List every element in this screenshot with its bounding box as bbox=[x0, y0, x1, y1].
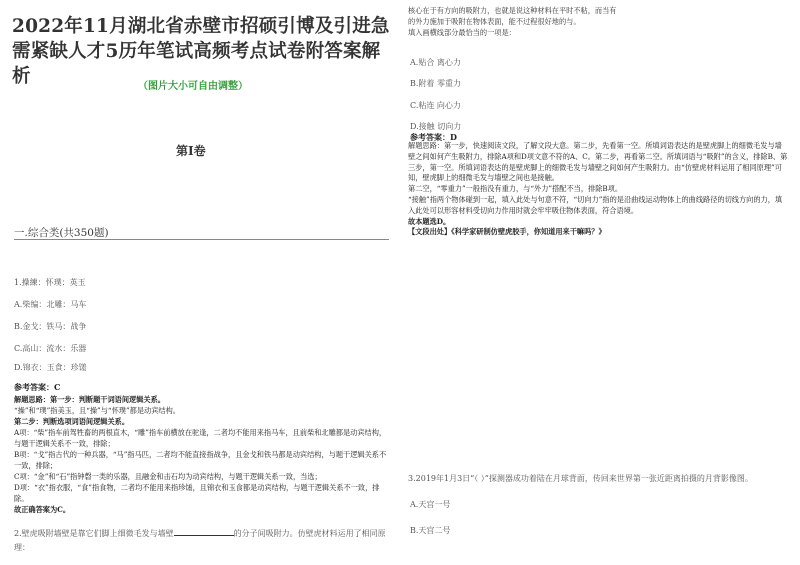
question-1-option-b: B.金戈：铁马：战争 bbox=[14, 322, 87, 331]
question-2-explanation bbox=[408, 141, 788, 238]
subtitle: （图片大小可自由调整） bbox=[138, 81, 248, 92]
page-title: 2022年11月湖北省赤壁市招硕引博及引进急需紧缺人才5历年笔试高频考点试卷附答案解析 bbox=[12, 16, 390, 87]
explain-line: 解题思路：第一步：判断题干词语间逻辑关系。 bbox=[14, 395, 165, 404]
section-divider bbox=[14, 239, 389, 240]
question-3-option-a: A.天宫一号 bbox=[410, 500, 451, 509]
question-1-option-c: C.高山：流水：乐器 bbox=[14, 344, 87, 353]
explain-line: “操”和“璞”指美玉，且“操”与“怀璞”都是动宾结构。 bbox=[14, 406, 180, 415]
fill-blank bbox=[174, 527, 234, 536]
explain-line: 第二步：判断选项词语间逻辑关系。 bbox=[14, 417, 130, 426]
question-2-continued bbox=[408, 6, 788, 38]
question-3-stem: 3.2019年1月3日“（ ）”探测器成功着陆在月球背面，传回来世界第一张近距离拍摄的月背影像图。 bbox=[408, 474, 753, 483]
question-1-stem: 1.操練：怀璞：英玉 bbox=[14, 278, 86, 287]
question-2-stem-part: 的分子间吸附力。仿壁虎材料运用了相同原理： bbox=[14, 529, 386, 552]
question-2-option-c: C.粘连 向心力 bbox=[410, 101, 461, 110]
explain-line: 【文段出处】《科学家研制仿壁虎胶手，你知道用来干嘛吗？》 bbox=[408, 227, 606, 237]
section-heading: 一.综合类(共350题) bbox=[14, 227, 109, 239]
explain-line: 故本题选D。 bbox=[408, 216, 451, 226]
explain-line: A项：“柴”指车前驾牲畜的两根直木，“雕”指车前横放在驼逢，二者均不能用来指马车，且前柴和北雕都是动宾结构，与题干逻辑关系不一致，排除； bbox=[14, 428, 387, 448]
explain-line: 解题思路：第一步，快速阅读文段，了解文段大意。第二步，先看第一空。所填词语表达的是壁虎脚上的细微毛发与墙壁之间如何产生吸附力，排除A项和D项文意不符的A、C。第二步，再看第二空。所填词语与“吸附”的含义，排除B、第三步，第一空。所填词语表达的是壁虎脚上的细微毛发与墙壁之间如何产生吸附力。由“仿壁虎材料运用了相同原理”可知，壁虎脚上的细微毛发与墙壁之间也是接触。 bbox=[408, 141, 788, 183]
left-column bbox=[0, 0, 392, 565]
question-1-answer: 参考答案：C bbox=[14, 382, 61, 392]
question-3-option-b: B.天宫二号 bbox=[410, 526, 451, 535]
question-1-explanation bbox=[14, 394, 390, 515]
explain-line: “接触”指两个物体碰到一起，填入此处与句意不符，“切向力”指的是沿曲线运动物体上的曲线路径的切线方向的力，填入此处可以形容材料受切向力作用时就会牢牢吸住物体表面，符合语境。 bbox=[408, 194, 783, 215]
explain-line: 故正确答案为C。 bbox=[14, 505, 71, 514]
question-2-stem bbox=[14, 527, 390, 555]
question-2-option-a: A.贴合 离心力 bbox=[410, 58, 461, 67]
explain-line: C项：“金”和“石”指钟磬一类的乐器，且融金和击石均为动宾结构，与题干逻辑关系一致，当选； bbox=[14, 472, 322, 481]
explain-line: 第二空，“零重力”一般指没有重力，与“外力”搭配不当，排除B项。 bbox=[408, 184, 623, 194]
explain-line: B项：“戈”指古代的一种兵器，“马”指马匹，二者均不能直接指战争，且金戈和铁马都是动宾结构，与题干逻辑关系不一致，排除； bbox=[14, 450, 387, 470]
question-2-stem-part: 2.壁虎吸附墙壁是靠它们脚上细微毛发与墙壁 bbox=[14, 529, 174, 538]
text-line: 填入画横线部分最恰当的一项是： bbox=[408, 27, 516, 37]
volume-heading: 第I卷 bbox=[176, 144, 206, 158]
question-1-option-a: A.柴编：北雕：马车 bbox=[14, 300, 87, 309]
question-2-answer: 参考答案：D bbox=[410, 132, 457, 142]
question-2-option-b: B.附着 零重力 bbox=[410, 79, 461, 88]
explain-line: D项：“衣”指衣服，“食”指食物，二者均不能用来指珍馐，且锦衣和玉食都是动宾结构，与题干逻辑关系不一致，排除。 bbox=[14, 483, 380, 503]
question-2-option-d: D.接触 切向力 bbox=[410, 122, 462, 131]
text-line: 的外力施加于吸附在物体表面，能不过程很好地的与。 bbox=[408, 16, 581, 26]
text-line: 核心在于有方向的吸附力，也就是说这种材料在平时不粘，而当有 bbox=[408, 6, 617, 15]
question-1-option-d: D.锦衣：玉食：珍馐 bbox=[14, 363, 87, 372]
right-column bbox=[402, 0, 794, 565]
